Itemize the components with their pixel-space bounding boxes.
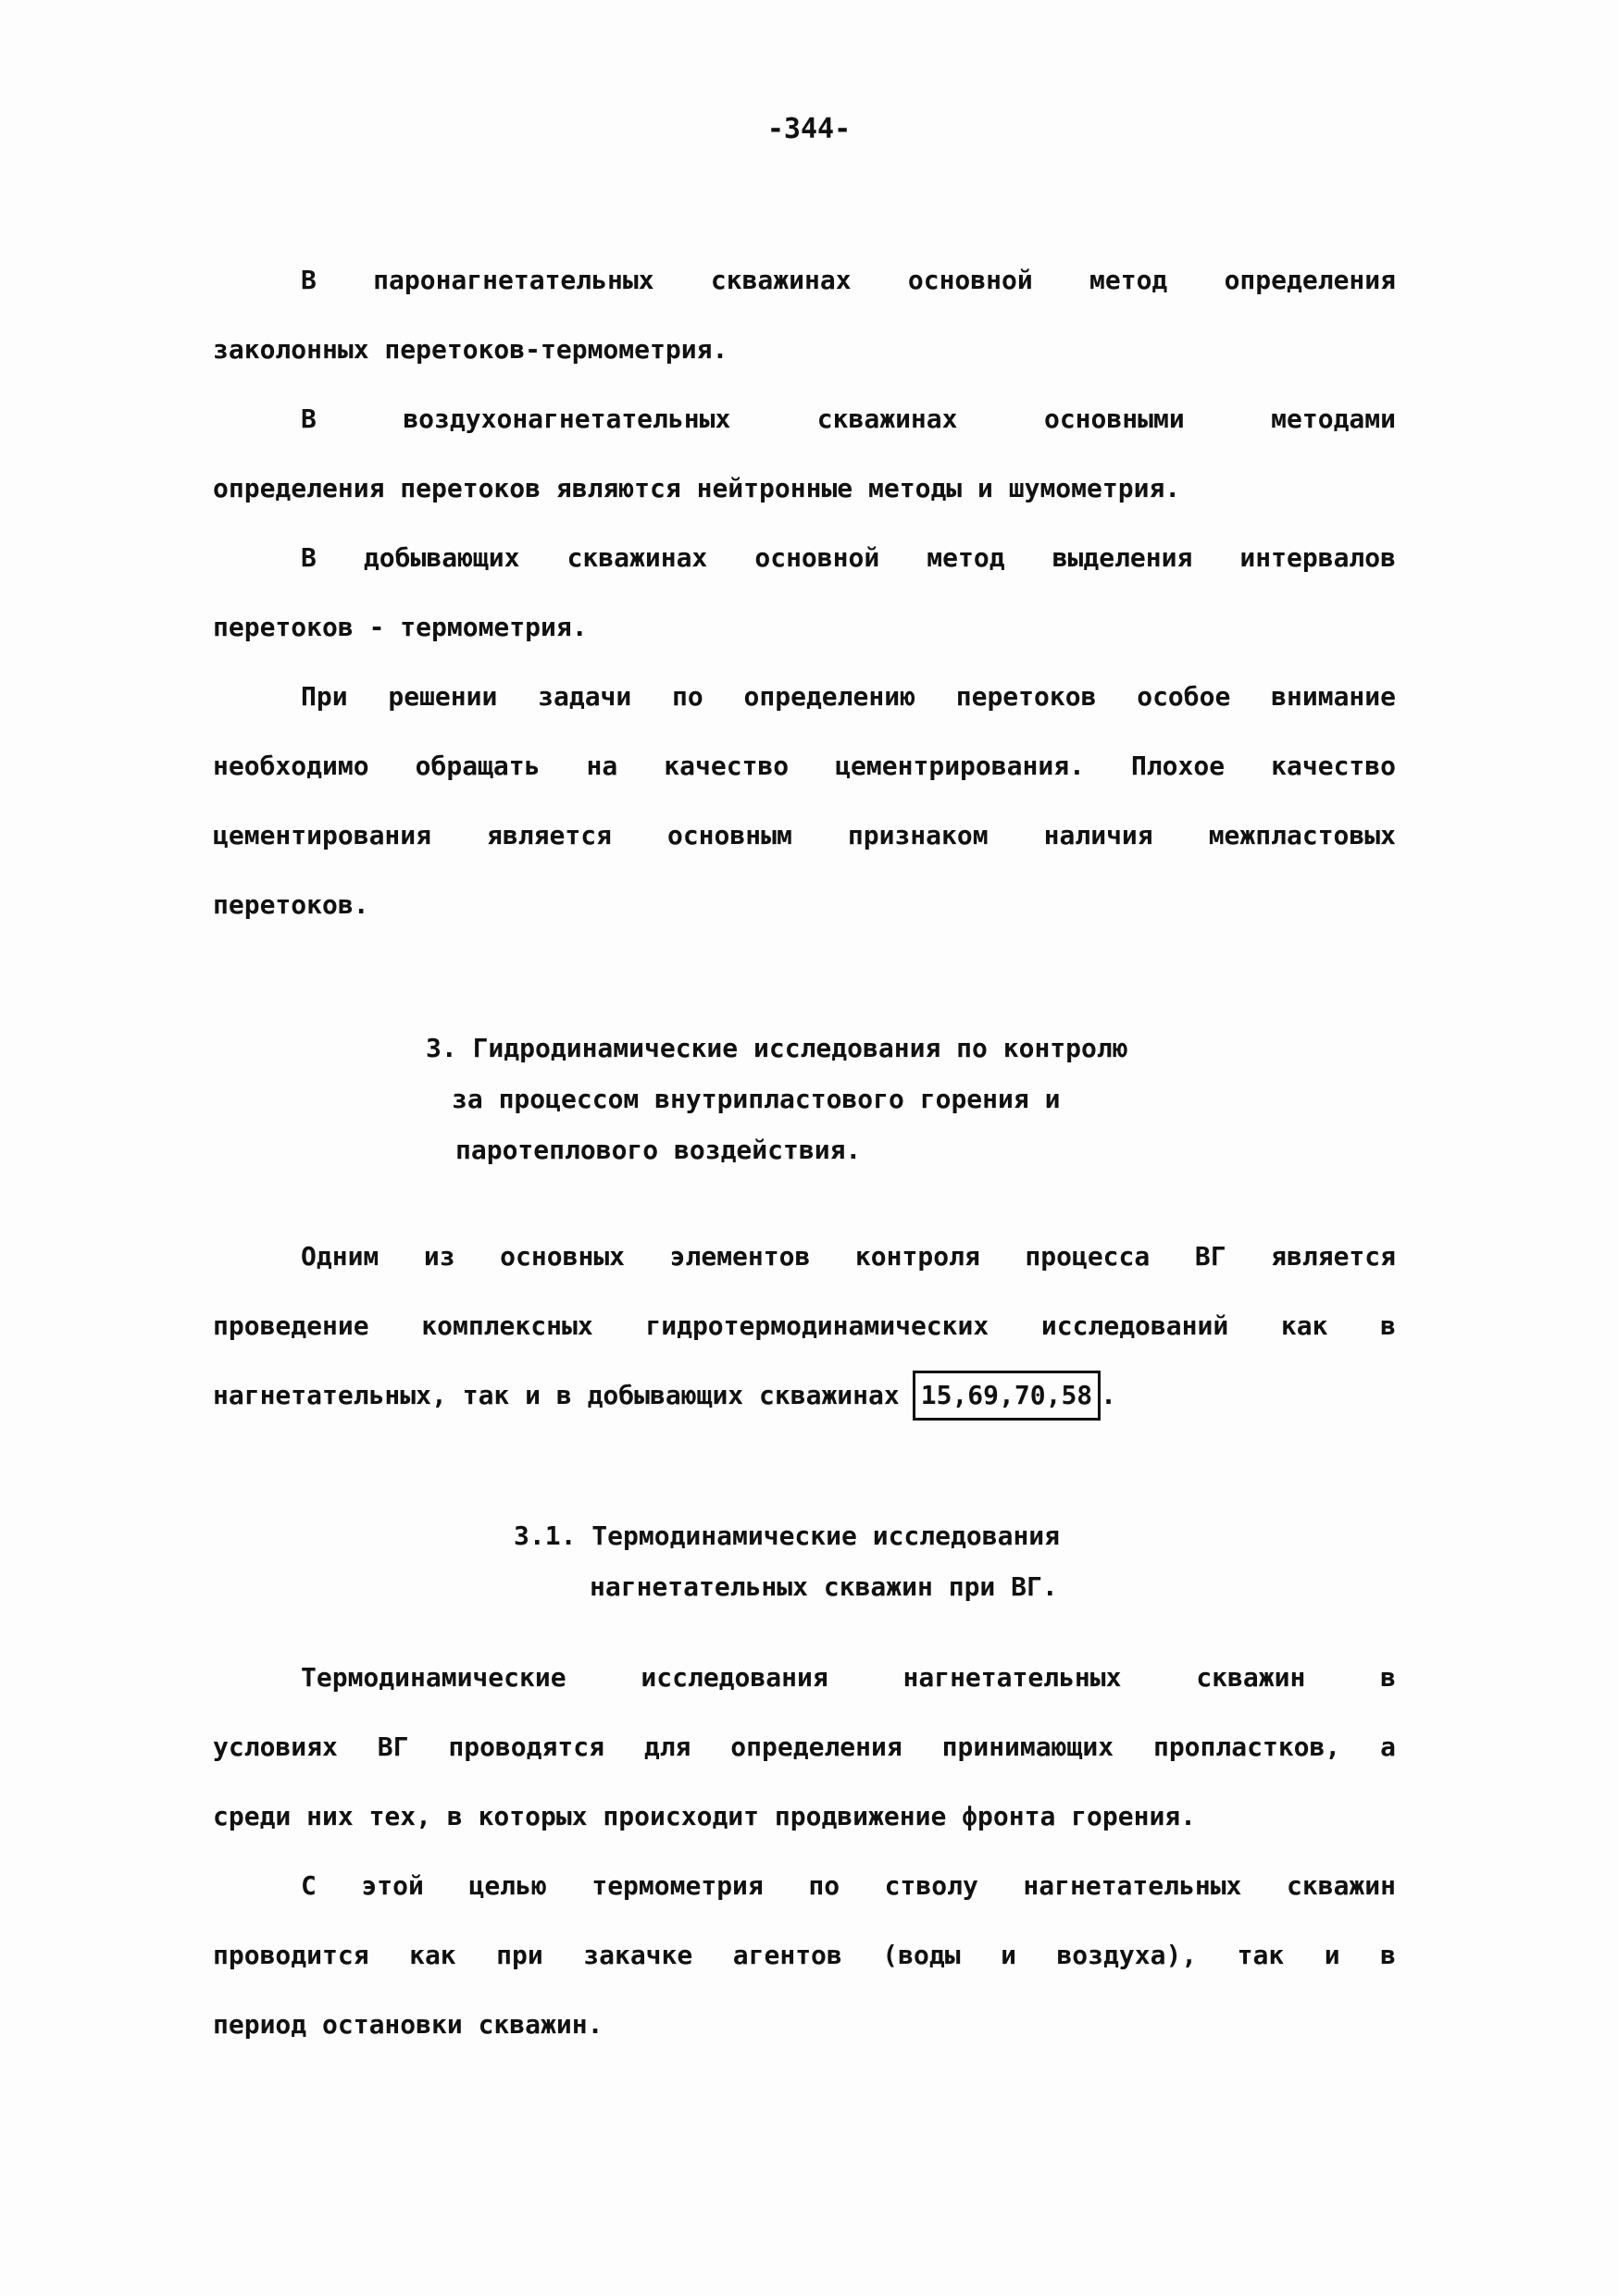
paragraph-line: В воздухонагнетательных скважинах основными методами [301, 403, 1396, 434]
paragraph-line: При решении задачи по определению перетоков особое внимание [301, 681, 1396, 712]
heading-line: 3. Гидродинамические исследования по контролю [426, 1033, 1128, 1063]
paragraph-line: В добывающих скважинах основной метод выделения интервалов [301, 542, 1396, 573]
section-heading-3 [0, 1023, 1618, 1175]
paragraph-line: условиях ВГ проводятся для определения принимающих пропластков, а [213, 1731, 1396, 1762]
page-number: -344- [766, 113, 852, 145]
paragraph-cementing [213, 662, 1396, 939]
paragraph-line: среди них тех, в которых происходит продвижение фронта горения. [213, 1801, 1197, 1831]
paragraph-line: необходимо обращать на качество цементрирования. Плохое качество [213, 751, 1396, 781]
paragraph-line: Одним из основных элементов контроля процесса ВГ является [301, 1241, 1396, 1272]
paragraph-line: Термодинамические исследования нагнетательных скважин в [301, 1662, 1396, 1693]
paragraph-line: проведение комплексных гидротермодинамических исследований как в [213, 1310, 1396, 1341]
paragraph-complex-studies [213, 1222, 1396, 1430]
paragraph-line [213, 1360, 1396, 1430]
paragraph-line: перетоков. [213, 889, 369, 920]
paragraph-air-injection [213, 384, 1396, 523]
paragraph-line: заколонных перетоков-термометрия. [213, 334, 728, 365]
paragraph-line: период остановки скважин. [213, 2009, 604, 2040]
section-heading-3-1 [0, 1510, 1618, 1612]
paragraph-line: определения перетоков являются нейтронные методы и шумометрия. [213, 473, 1181, 503]
paragraph-line: перетоков - термометрия. [213, 612, 588, 642]
paragraph-text: нагнетательных, так и в добывающих скважинах [213, 1380, 900, 1410]
paragraph-line: В паронагнетательных скважинах основной метод определения [301, 265, 1396, 295]
heading-line: паротеплового воздействия. [455, 1135, 862, 1165]
paragraph-steam-injection [213, 245, 1396, 384]
heading-line: за процессом внутрипластового горения и [452, 1084, 1061, 1114]
paragraph-line: цементирования является основным признаком наличия межпластовых [213, 820, 1396, 850]
paragraph-period: . [1101, 1380, 1117, 1410]
heading-line: 3.1. Термодинамические исследования [514, 1520, 1061, 1551]
paragraph-production-wells [213, 523, 1396, 662]
heading-line: нагнетательных скважин при ВГ. [590, 1571, 1058, 1602]
citation-reference: 15,69,70,58 [913, 1371, 1101, 1421]
paragraph-thermometry [213, 1851, 1396, 2059]
paragraph-line: проводится как при закачке агентов (воды и воздуха), так и в [213, 1940, 1396, 1970]
paragraph-line: С этой целью термометрия по стволу нагнетательных скважин [301, 1870, 1396, 1901]
paragraph-thermo-studies [213, 1643, 1396, 1851]
